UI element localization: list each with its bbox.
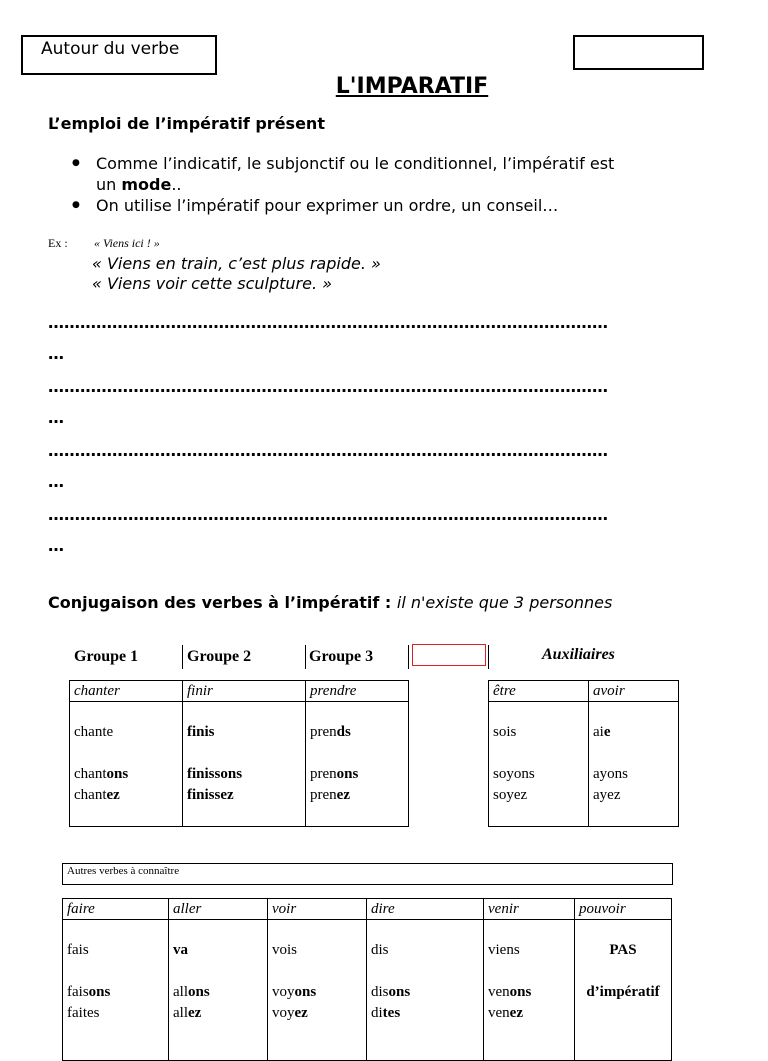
- auxiliaires-label: Auxiliaires: [542, 646, 615, 663]
- table-row: [63, 920, 672, 1061]
- table-row: [489, 681, 679, 702]
- answer-line-3: ……………………………………………………………………………………………: [48, 441, 608, 460]
- table-cell: chanter: [70, 681, 183, 702]
- example-line-2: « Viens voir cette sculpture. »: [92, 274, 332, 293]
- example-label: Ex :: [48, 236, 68, 250]
- table-cell: viens venons venez: [484, 920, 575, 1061]
- table-cell: prends prenons prenez: [306, 702, 409, 827]
- groupe-1-label: Groupe 1: [74, 648, 139, 665]
- table-row: [63, 899, 672, 920]
- table-cell: PAS d’impératif: [575, 920, 672, 1061]
- topic-box: [21, 35, 217, 75]
- example-small: « Viens ici ! »: [94, 236, 160, 250]
- groupe-3-label: Groupe 3: [309, 648, 374, 665]
- table-cell: finir: [183, 681, 306, 702]
- table-cell: voir: [268, 899, 367, 920]
- bullet-item: ● Comme l’indicatif, le subjonctif ou le conditionnel, l’impératif est un mode..: [48, 153, 708, 195]
- divider: [182, 645, 183, 669]
- conjugaison-heading: Conjugaison des verbes à l’impératif : il n'existe que 3 personnes: [48, 593, 613, 612]
- table-cell: venir: [484, 899, 575, 920]
- table-cell: chante chantons chantez: [70, 702, 183, 827]
- answer-line-4: ……………………………………………………………………………………………: [48, 505, 608, 524]
- bullet-item: ● On utilise l’impératif pour exprimer un ordre, un conseil…: [48, 195, 708, 216]
- example-line-1: « Viens en train, c’est plus rapide. »: [92, 254, 381, 273]
- divider: [488, 645, 489, 669]
- table-cell: avoir: [589, 681, 679, 702]
- table-cell: finis finissons finissez: [183, 702, 306, 827]
- table-cell: sois soyons soyez: [489, 702, 589, 827]
- table-cell: vois voyons voyez: [268, 920, 367, 1061]
- table-cell: être: [489, 681, 589, 702]
- table-cell: va allons allez: [169, 920, 268, 1061]
- divider: [408, 645, 409, 669]
- table-row: [489, 702, 679, 827]
- topic-label: Autour du verbe: [41, 39, 180, 59]
- table-row: [70, 702, 409, 827]
- table-cell: faire: [63, 899, 169, 920]
- table-cell: pouvoir: [575, 899, 672, 920]
- emploi-bullets: [48, 153, 708, 216]
- answer-line-4-end: …: [48, 536, 64, 555]
- blank-box: [573, 35, 704, 70]
- table-cell: prendre: [306, 681, 409, 702]
- autres-verbes-table: [62, 898, 672, 1061]
- autres-verbes-label: Autres verbes à connaître: [62, 863, 673, 885]
- table-cell: fais faisons faites: [63, 920, 169, 1061]
- table-row: [70, 681, 409, 702]
- divider: [305, 645, 306, 669]
- answer-line-2: ……………………………………………………………………………………………: [48, 377, 608, 396]
- table-cell: dire: [367, 899, 484, 920]
- answer-line-2-end: …: [48, 408, 64, 427]
- table-cell: aie ayons ayez: [589, 702, 679, 827]
- answer-line-1-end: …: [48, 344, 64, 363]
- page-title: L'IMPARATIF: [335, 74, 489, 99]
- emploi-heading: L’emploi de l’impératif présent: [48, 114, 325, 133]
- answer-line-1: ……………………………………………………………………………………………: [48, 313, 608, 332]
- table-cell: aller: [169, 899, 268, 920]
- auxiliaires-table: [488, 680, 679, 827]
- red-empty-box: [412, 644, 486, 666]
- answer-line-3-end: …: [48, 472, 64, 491]
- groupe-2-label: Groupe 2: [187, 648, 252, 665]
- table-cell: dis disons dites: [367, 920, 484, 1061]
- groups-table: [69, 680, 409, 827]
